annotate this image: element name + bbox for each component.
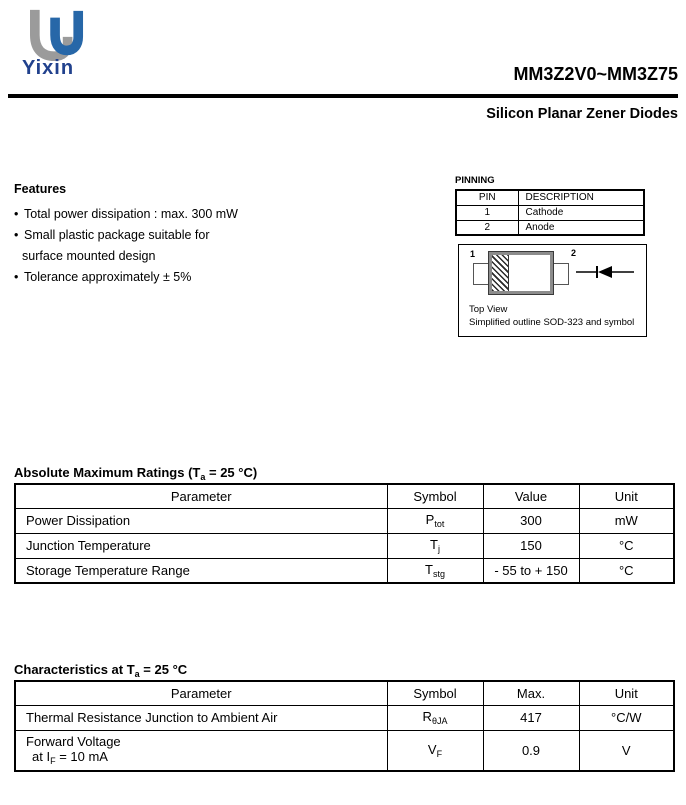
pin-number-cell: 1 bbox=[456, 205, 518, 220]
symbol-column-header: Symbol bbox=[387, 484, 483, 508]
features-heading: Features bbox=[14, 182, 67, 196]
unit-cell: V bbox=[579, 730, 674, 771]
table-row bbox=[15, 730, 674, 771]
heading-text: Characteristics at T bbox=[14, 662, 135, 677]
condition-text: at I bbox=[32, 749, 51, 765]
heading-subscript: a bbox=[200, 472, 206, 482]
parameter-column-header: Parameter bbox=[15, 484, 387, 508]
parameter-cell: Junction Temperature bbox=[15, 533, 387, 558]
heading-subscript: a bbox=[134, 669, 140, 679]
abs-max-heading bbox=[14, 465, 260, 485]
characteristics-header-row bbox=[15, 681, 674, 705]
symbol-subscript: stg bbox=[432, 568, 445, 579]
value-cell: - 55 to + 150 bbox=[483, 558, 579, 583]
parameter-cell bbox=[15, 730, 387, 771]
symbol-cell bbox=[387, 533, 483, 558]
bullet-icon: • bbox=[14, 270, 19, 284]
unit-column-header: Unit bbox=[579, 681, 674, 705]
table-row bbox=[456, 220, 644, 235]
max-column-header: Max. bbox=[483, 681, 579, 705]
yixin-logo-icon bbox=[26, 8, 88, 62]
symbol-subscript: j bbox=[437, 544, 440, 554]
symbol-subscript: F bbox=[436, 748, 443, 759]
unit-cell: mW bbox=[579, 508, 674, 533]
unit-cell: °C/W bbox=[579, 705, 674, 730]
table-row bbox=[15, 533, 674, 558]
pinning-heading: PINNING bbox=[455, 175, 495, 186]
parameter-cell: Thermal Resistance Junction to Ambient Air bbox=[15, 705, 387, 730]
symbol-subscript: θJA bbox=[431, 716, 448, 726]
symbol-cell bbox=[387, 705, 483, 730]
symbol-subscript: tot bbox=[434, 519, 445, 529]
heading-text: = 25 °C) bbox=[205, 465, 258, 480]
symbol-column-header: Symbol bbox=[387, 681, 483, 705]
parameter-column-header: Parameter bbox=[15, 681, 387, 705]
value-cell: 417 bbox=[483, 705, 579, 730]
pin2-label: 2 bbox=[571, 248, 577, 258]
value-cell: 150 bbox=[483, 533, 579, 558]
bullet-icon: • bbox=[14, 207, 19, 221]
pin-description-cell: Anode bbox=[518, 220, 644, 235]
condition-text: = 10 mA bbox=[55, 749, 108, 765]
unit-cell: °C bbox=[579, 558, 674, 583]
unit-column-header: Unit bbox=[579, 484, 674, 508]
caption-top-view: Top View bbox=[469, 304, 508, 315]
pin-number-cell: 2 bbox=[456, 220, 518, 235]
logo-wordmark: Yixin bbox=[22, 57, 75, 79]
package-outline-drawing bbox=[458, 244, 647, 337]
condition-subscript: F bbox=[50, 756, 56, 767]
part-number-title: MM3Z2V0~MM3Z75 bbox=[513, 64, 678, 84]
header-divider bbox=[8, 94, 678, 98]
feature-text: surface mounted design bbox=[22, 249, 156, 263]
feature-text: Small plastic package suitable for bbox=[24, 228, 210, 242]
document-subtitle: Silicon Planar Zener Diodes bbox=[486, 106, 678, 122]
parameter-line2 bbox=[26, 749, 387, 766]
pin-description-cell: Cathode bbox=[518, 205, 644, 220]
diode-symbol-icon bbox=[576, 265, 634, 279]
feature-text: Tolerance approximately ± 5% bbox=[24, 270, 192, 284]
unit-cell: °C bbox=[579, 533, 674, 558]
symbol-main: R bbox=[422, 709, 432, 724]
value-column-header: Value bbox=[483, 484, 579, 508]
caption-outline: Simplified outline SOD-323 and symbol bbox=[469, 317, 635, 328]
description-column-header: DESCRIPTION bbox=[518, 190, 644, 205]
pinning-table bbox=[455, 189, 645, 236]
bullet-icon: • bbox=[14, 228, 19, 242]
characteristics-table bbox=[14, 680, 675, 772]
table-row bbox=[456, 205, 644, 220]
pin-column-header: PIN bbox=[456, 190, 518, 205]
feature-item bbox=[14, 225, 344, 246]
heading-text: = 25 °C bbox=[139, 662, 188, 677]
feature-item bbox=[14, 267, 344, 288]
symbol-cell bbox=[387, 508, 483, 533]
characteristics-heading bbox=[14, 662, 190, 682]
table-row bbox=[15, 705, 674, 730]
value-cell: 300 bbox=[483, 508, 579, 533]
symbol-main: T bbox=[430, 537, 438, 552]
symbol-cell bbox=[387, 558, 483, 583]
symbol-cell bbox=[387, 730, 483, 771]
pinning-header-row bbox=[456, 190, 644, 205]
table-row bbox=[15, 508, 674, 533]
symbol-main: P bbox=[425, 512, 435, 527]
symbol-main: T bbox=[425, 561, 433, 577]
feature-item bbox=[14, 204, 344, 225]
pin2-lead-shape bbox=[551, 263, 569, 285]
cathode-band-hatch bbox=[492, 255, 509, 291]
feature-item-continuation bbox=[14, 246, 344, 267]
heading-text: Absolute Maximum Ratings (T bbox=[14, 465, 201, 480]
abs-max-header-row bbox=[15, 484, 674, 508]
table-row bbox=[15, 558, 674, 583]
parameter-cell: Storage Temperature Range bbox=[15, 558, 387, 583]
package-body-shape bbox=[489, 252, 553, 294]
pin1-label: 1 bbox=[470, 249, 476, 259]
abs-max-table bbox=[14, 483, 675, 584]
parameter-cell: Power Dissipation bbox=[15, 508, 387, 533]
features-section bbox=[14, 182, 344, 288]
parameter-line1: Forward Voltage bbox=[26, 734, 121, 750]
feature-text: Total power dissipation : max. 300 mW bbox=[24, 207, 238, 221]
package-caption bbox=[469, 303, 634, 329]
value-cell: 0.9 bbox=[483, 730, 579, 771]
symbol-main: V bbox=[427, 741, 437, 757]
